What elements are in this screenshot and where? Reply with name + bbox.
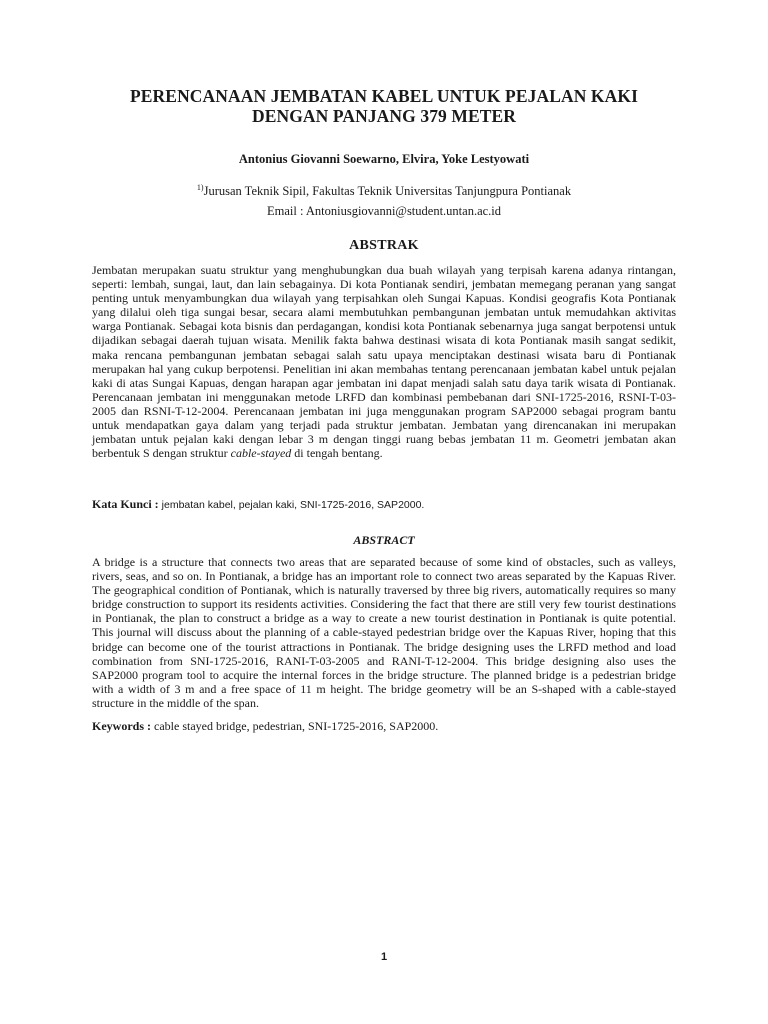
page-number: 1 [380,951,388,963]
author-affiliation [92,180,676,199]
author-list: Antonius Giovanni Soewarno, Elvira, Yoke Lestyowati [238,152,530,166]
author-email: Email : Antoniusgiovanni@student.untan.ac.id [266,204,502,218]
paper-title: PERENCANAAN JEMBATAN KABEL UNTUK PEJALAN KAKI DENGAN PANJANG 379 METER [130,86,638,126]
abstrak-heading: ABSTRAK [349,238,419,253]
abstract-paragraph: A bridge is a structure that connects two areas that are separated because of some kind of obstacles, such as valleys, rivers, seas, and so on. In Pontianak, a bridge has an important role to connect two areas separated by the Kapuas River. The geographical condition of Pontianak, which is naturally traversed by three big rivers, automatically requires so many bridge construction to support its residents activities. Considering the fact that there are still very few tourist destinations in Pontianak, the plan to construct a bridge as a way to create a new tourist destination in Pontianak is quite potential. This journal will discuss about the planning of a cable-stayed pedestrian bridge over the Kapuas River, hoping that this bridge can become one of the tourist attractions in Pontianak. The bridge designing uses the LRFD method and load combination from SNI-1725-2016, RANI-T-03-2005 and RANI-T-12-2004. This bridge designing also uses the SAP2000 program tool to acquire the internal forces in the bridge structure. The planned bridge is a pedestrian bridge with a width of 3 m and a free space of 11 m height. The bridge geometry will be an S-shaped with a cable-stayed structure in the middle of the span. [92,555,676,710]
abstrak-text-end: di tengah bentang. [294,446,383,461]
keywords-values: cable stayed bridge, pedestrian, SNI-1725-2016, SAP2000. [154,719,439,733]
keywords-label: Keywords : [92,719,151,733]
kata-kunci [92,497,676,512]
kata-kunci-label: Kata Kunci : [92,497,159,511]
kata-kunci-values: jembatan kabel, pejalan kaki, SNI-1725-2016, SAP2000. [161,499,425,511]
affiliation-marker: 1) [196,183,204,192]
abstract-heading: ABSTRACT [353,533,415,547]
abstrak-text-main: Jembatan merupakan suatu struktur yang menghubungkan dua buah wilayah yang terpisah karena adanya rintangan, seperti: lembah, sungai, laut, dan lain sebagainya. Di kota Pontianak sendiri, jembatan memegang peranan yang sangat penting untuk menyambungkan dua wilayah yang terpisahkan oleh Sungai Kapuas. Kondisi geografis Kota Pontianak yang dilalui oleh tiga sungai besar, secara alami membutuhkan pembangunan jembatan untuk memudahkan aktivitas warga Pontianak. Sebagai kota bisnis dan perdagangan, kondisi kota Pontianak sebenarnya juga sangat berpotensi untuk dijadikan sebagai daerah tujuan wisata. Menilik fakta bahwa destinasi wisata di kota Pontianak masih sangat sedikit, maka rencana pembangunan jembatan sebagai salah satu upaya menciptakan destinasi wisata baru di Pontianak merupakan hal yang cukup berpotensi. Penelitian ini akan membahas tentang perencanaan jembatan kabel untuk pejalan kaki di atas Sungai Kapuas, dengan harapan agar jembatan ini dapat menjadi salah satu daya tarik wisata di Pontianak. Perencanaan jembatan ini menggunakan metode LRFD dan kombinasi pembebanan dari SNI-1725-2016, RSNI-T-03-2005 dan RSNI-T-12-2004. Perencanaan jembatan ini juga menggunakan program SAP2000 sebagai program bantu untuk mendapatkan gaya dalam yang terjadi pada struktur jembatan. Jembatan yang direncanakan ini merupakan jembatan untuk pejalan kaki dengan lebar 3 m dengan tinggi ruang bebas jembatan 11 m. Geometri jembatan akan berbentuk S dengan struktur [92,263,676,461]
abstrak-text-italic: cable-stayed [230,446,292,461]
keywords [92,719,676,733]
abstrak-paragraph [92,263,676,460]
affiliation-text: Jurusan Teknik Sipil, Fakultas Teknik Universitas Tanjungpura Pontianak [203,184,572,198]
